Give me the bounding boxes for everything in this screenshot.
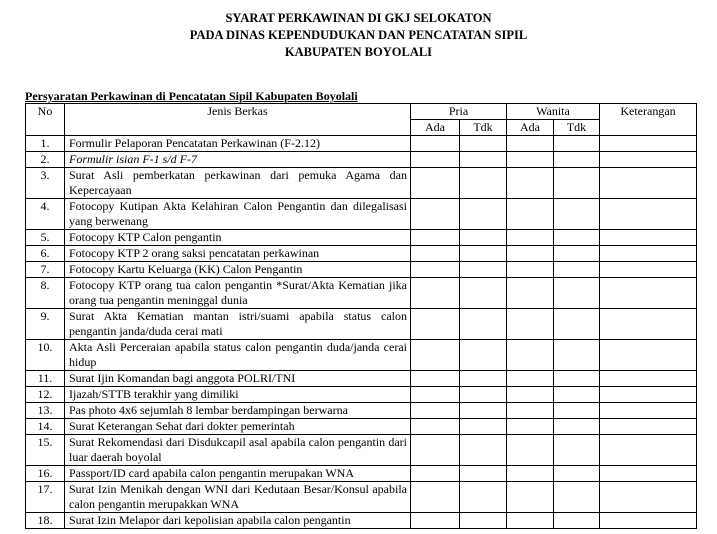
table-row [26,371,697,387]
wanita-ada-cell [507,387,554,403]
header-row [26,104,697,120]
wanita-tdk-cell [554,262,600,278]
pria-tdk-cell [460,309,507,340]
row-description: Fotocopy KTP Calon pengantin [65,230,411,246]
row-description: Surat Izin Melapor dari kepolisian apabila calon pengantin [65,513,411,529]
keterangan-cell [600,371,697,387]
row-number: 14. [26,419,65,435]
pria-ada-cell [411,246,460,262]
wanita-tdk-cell [554,466,600,482]
wanita-tdk-cell [554,230,600,246]
pria-tdk-cell [460,371,507,387]
wanita-tdk-cell [554,136,600,152]
pria-ada-cell [411,371,460,387]
row-description: Fotocopy Kutipan Akta Kelahiran Calon Pengantin dan dilegalisasi yang berwenang [65,199,411,230]
pria-ada-cell [411,513,460,529]
wanita-ada-cell [507,246,554,262]
row-number: 15. [26,435,65,466]
row-number: 17. [26,482,65,513]
wanita-ada-cell [507,136,554,152]
pria-tdk-cell [460,199,507,230]
pria-tdk-cell [460,466,507,482]
keterangan-cell [600,199,697,230]
row-number: 9. [26,309,65,340]
requirements-table [25,103,697,529]
table-row [26,168,697,199]
wanita-tdk-cell [554,387,600,403]
pria-ada-cell [411,309,460,340]
wanita-ada-cell [507,419,554,435]
row-description: Passport/ID card apabila calon pengantin merupakan WNA [65,466,411,482]
wanita-ada-cell [507,466,554,482]
wanita-ada-cell [507,309,554,340]
table-row [26,466,697,482]
keterangan-cell [600,246,697,262]
wanita-tdk-cell [554,309,600,340]
column-header-pria: Pria [411,104,507,120]
title-line-2: PADA DINAS KEPENDUDUKAN DAN PENCATATAN SIPIL [189,28,528,42]
table-row [26,387,697,403]
pria-tdk-cell [460,513,507,529]
keterangan-cell [600,168,697,199]
keterangan-cell [600,136,697,152]
pria-ada-cell [411,387,460,403]
row-description: Surat Akta Kematian mantan istri/suami apabila status calon pengantin janda/duda cerai mati [65,309,411,340]
row-number: 7. [26,262,65,278]
row-number: 18. [26,513,65,529]
wanita-ada-cell [507,340,554,371]
row-description: Fotocopy Kartu Keluarga (KK) Calon Pengantin [65,262,411,278]
keterangan-cell [600,513,697,529]
pria-ada-cell [411,168,460,199]
pria-tdk-cell [460,278,507,309]
pria-tdk-cell [460,246,507,262]
title-line-3: KABUPATEN BOYOLALI [284,45,433,59]
wanita-ada-cell [507,278,554,309]
table-caption: Persyaratan Perkawinan di Pencatatan Sipil Kabupaten Boyolali [25,89,358,103]
keterangan-cell [600,278,697,309]
row-description: Surat Ijin Komandan bagi anggota POLRI/TNI [65,371,411,387]
row-number: 8. [26,278,65,309]
table-row [26,230,697,246]
row-description: Formulir isian F-1 s/d F-7 [65,152,411,168]
pria-ada-cell [411,262,460,278]
table-row [26,403,697,419]
table-row [26,513,697,529]
keterangan-cell [600,309,697,340]
keterangan-cell [600,466,697,482]
column-header-jenis-berkas: Jenis Berkas [65,104,411,136]
column-header-keterangan: Keterangan [600,104,697,136]
pria-ada-cell [411,230,460,246]
table-row [26,419,697,435]
keterangan-cell [600,340,697,371]
column-header-wanita-ada: Ada [507,120,554,136]
keterangan-cell [600,403,697,419]
wanita-tdk-cell [554,152,600,168]
wanita-tdk-cell [554,168,600,199]
pria-tdk-cell [460,230,507,246]
pria-tdk-cell [460,482,507,513]
wanita-ada-cell [507,435,554,466]
pria-ada-cell [411,340,460,371]
row-number: 2. [26,152,65,168]
row-number: 1. [26,136,65,152]
column-header-pria-tdk: Tdk [460,120,507,136]
wanita-tdk-cell [554,419,600,435]
keterangan-cell [600,262,697,278]
table-row [26,435,697,466]
row-number: 5. [26,230,65,246]
row-number: 3. [26,168,65,199]
pria-tdk-cell [460,168,507,199]
pria-ada-cell [411,482,460,513]
keterangan-cell [600,435,697,466]
row-description: Surat Keterangan Sehat dari dokter pemerintah [65,419,411,435]
table-row [26,340,697,371]
document-title [0,10,717,61]
row-description: Pas photo 4x6 sejumlah 8 lembar berdampingan berwarna [65,403,411,419]
table-row [26,309,697,340]
pria-tdk-cell [460,419,507,435]
row-description: Fotocopy KTP orang tua calon pengantin *Surat/Akta Kematian jika orang tua pengantin meninggal dunia [65,278,411,309]
row-description: Ijazah/STTB terakhir yang dimiliki [65,387,411,403]
pria-tdk-cell [460,435,507,466]
wanita-tdk-cell [554,246,600,262]
pria-ada-cell [411,199,460,230]
pria-ada-cell [411,136,460,152]
wanita-ada-cell [507,482,554,513]
table-row [26,278,697,309]
pria-tdk-cell [460,262,507,278]
wanita-ada-cell [507,199,554,230]
wanita-ada-cell [507,168,554,199]
wanita-ada-cell [507,230,554,246]
wanita-ada-cell [507,403,554,419]
row-number: 11. [26,371,65,387]
pria-tdk-cell [460,340,507,371]
wanita-ada-cell [507,513,554,529]
row-description: Fotocopy KTP 2 orang saksi pencatatan perkawinan [65,246,411,262]
keterangan-cell [600,387,697,403]
wanita-ada-cell [507,371,554,387]
pria-ada-cell [411,419,460,435]
keterangan-cell [600,230,697,246]
pria-ada-cell [411,435,460,466]
wanita-tdk-cell [554,371,600,387]
pria-ada-cell [411,466,460,482]
keterangan-cell [600,152,697,168]
column-header-pria-ada: Ada [411,120,460,136]
row-number: 12. [26,387,65,403]
wanita-tdk-cell [554,278,600,309]
pria-tdk-cell [460,152,507,168]
wanita-ada-cell [507,152,554,168]
pria-tdk-cell [460,387,507,403]
wanita-tdk-cell [554,435,600,466]
table-row [26,152,697,168]
row-number: 4. [26,199,65,230]
pria-ada-cell [411,403,460,419]
pria-tdk-cell [460,136,507,152]
table-row [26,482,697,513]
row-description: Surat Asli pemberkatan perkawinan dari pemuka Agama dan Kepercayaan [65,168,411,199]
wanita-tdk-cell [554,403,600,419]
wanita-tdk-cell [554,199,600,230]
table-row [26,136,697,152]
table-row [26,246,697,262]
wanita-tdk-cell [554,513,600,529]
row-description: Surat Rekomendasi dari Disdukcapil asal apabila calon pengantin dari luar daerah boyolal [65,435,411,466]
row-description: Surat Izin Menikah dengan WNI dari Kedutaan Besar/Konsul apabila calon pengantin merupakkan WNA [65,482,411,513]
row-number: 6. [26,246,65,262]
row-description: Akta Asli Perceraian apabila status calon pengantin duda/janda cerai hidup [65,340,411,371]
table-row [26,199,697,230]
pria-tdk-cell [460,403,507,419]
row-number: 16. [26,466,65,482]
keterangan-cell [600,419,697,435]
column-header-wanita: Wanita [507,104,600,120]
keterangan-cell [600,482,697,513]
wanita-ada-cell [507,262,554,278]
wanita-tdk-cell [554,340,600,371]
wanita-tdk-cell [554,482,600,513]
row-number: 13. [26,403,65,419]
row-number: 10. [26,340,65,371]
column-header-wanita-tdk: Tdk [554,120,600,136]
column-header-no: No [26,104,65,136]
pria-ada-cell [411,152,460,168]
pria-ada-cell [411,278,460,309]
row-description: Formulir Pelaporan Pencatatan Perkawinan (F-2.12) [65,136,411,152]
table-row [26,262,697,278]
title-line-1: SYARAT PERKAWINAN DI GKJ SELOKATON [225,11,492,25]
